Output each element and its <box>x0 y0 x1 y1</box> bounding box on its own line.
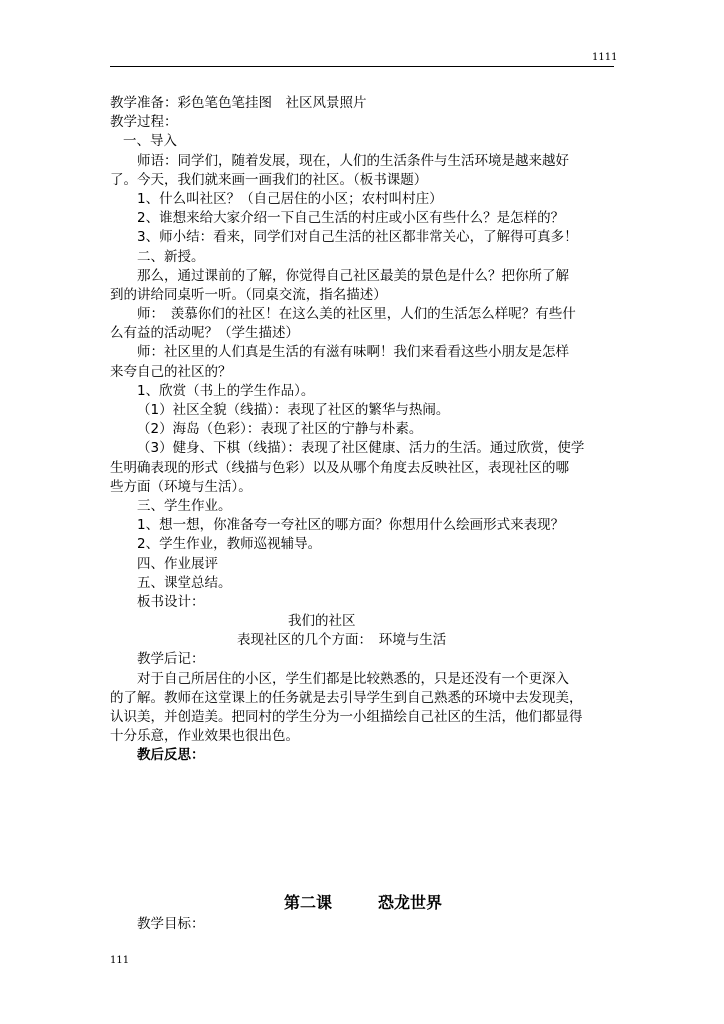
text-line: 四、作业展评 <box>137 555 218 572</box>
document-body <box>110 94 614 766</box>
text-line: 3、师小结：看来，同学们对自己生活的社区都非常关心，了解得可真多！ <box>137 229 578 246</box>
text-line: 板书设计： <box>137 593 205 610</box>
text-line: （3）健身、下棋（线描）：表现了社区健康、活力的生活。通过欣赏，使学 <box>137 440 585 457</box>
text-line: 认识美，并创造美。把同村的学生分为一小组描绘自己社区的生活，他们都显得 <box>110 709 583 725</box>
text-line: 三、学生作业。 <box>137 497 232 514</box>
text-line: 我们的社区 <box>288 613 356 630</box>
text-line: 对于自己所居住的小区，学生们都是比较熟悉的，只是还没有一个更深入 <box>137 670 569 687</box>
text-line: 十分乐意，作业效果也很出色。 <box>110 728 299 745</box>
lesson-title: 恐龙世界 <box>378 893 443 912</box>
text-line: 么有益的活动呢？（学生描述） <box>110 325 299 342</box>
lesson-heading <box>284 890 442 913</box>
text-line: （2）海岛（色彩）：表现了社区的宁静与朴素。 <box>137 421 423 438</box>
text-line: 五、课堂总结。 <box>137 574 232 591</box>
text-line: 二、新授。 <box>137 248 205 265</box>
text-line: 师： 羡慕你们的社区！在这么美的社区里，人们的生活怎么样呢？有些什 <box>137 306 576 323</box>
text-line: 表现社区的几个方面： 环境与生活 <box>237 632 447 649</box>
header-page-number: 1111 <box>592 52 618 63</box>
text-line: 教学过程： <box>110 114 178 131</box>
text-line: 师：社区里的人们真是生活的有滋有味啊！我们来看看这些小朋友是怎样 <box>137 344 569 361</box>
text-line: 那么，通过课前的了解，你觉得自己社区最美的景色是什么？把你所了解 <box>137 267 569 284</box>
text-line: 到的讲给同桌听一听。（同桌交流，指名描述） <box>110 286 387 303</box>
text-line: 教学后记： <box>137 651 205 668</box>
text-line: 了。今天，我们就来画一画我们的社区。（板书课题） <box>110 171 428 188</box>
text-line: 1、想一想，你准备夸一夸社区的哪方面？你想用什么绘画形式来表现？ <box>137 517 565 534</box>
text-line: 1、什么叫社区？（自己居住的小区；农村叫村庄） <box>137 190 443 207</box>
text-line: 的了解。教师在这堂课上的任务就是去引导学生到自己熟悉的环境中去发现美， <box>110 689 583 706</box>
text-line: 一、导入 <box>123 133 177 150</box>
text-line: （1）社区全貌（线描）：表现了社区的繁华与热闹。 <box>137 402 450 418</box>
text-line: 教后反思： <box>137 747 205 764</box>
teaching-goal-label: 教学目标： <box>137 916 205 932</box>
text-line: 1、欣赏（书上的学生作品）。 <box>137 382 315 399</box>
text-line: 2、学生作业，教师巡视辅导。 <box>137 536 322 553</box>
lesson-number: 第二课 <box>284 893 333 912</box>
header-rule <box>110 66 614 67</box>
text-line: 师语：同学们，随着发展，现在，人们的生活条件与生活环境是越来越好 <box>137 152 569 169</box>
text-line: 些方面（环境与生活）。 <box>110 478 252 495</box>
text-line: 来夸自己的社区的？ <box>110 363 232 380</box>
text-line: 教学准备：彩色笔色笔挂图 社区风景照片 <box>110 95 367 111</box>
text-line: 生明确表现的形式（线描与色彩）以及从哪个角度去反映社区，表现社区的哪 <box>110 459 569 476</box>
footer-page-number: 111 <box>110 955 130 966</box>
text-line: 2、谁想来给大家介绍一下自己生活的村庄或小区有些什么？是怎样的？ <box>137 210 565 227</box>
